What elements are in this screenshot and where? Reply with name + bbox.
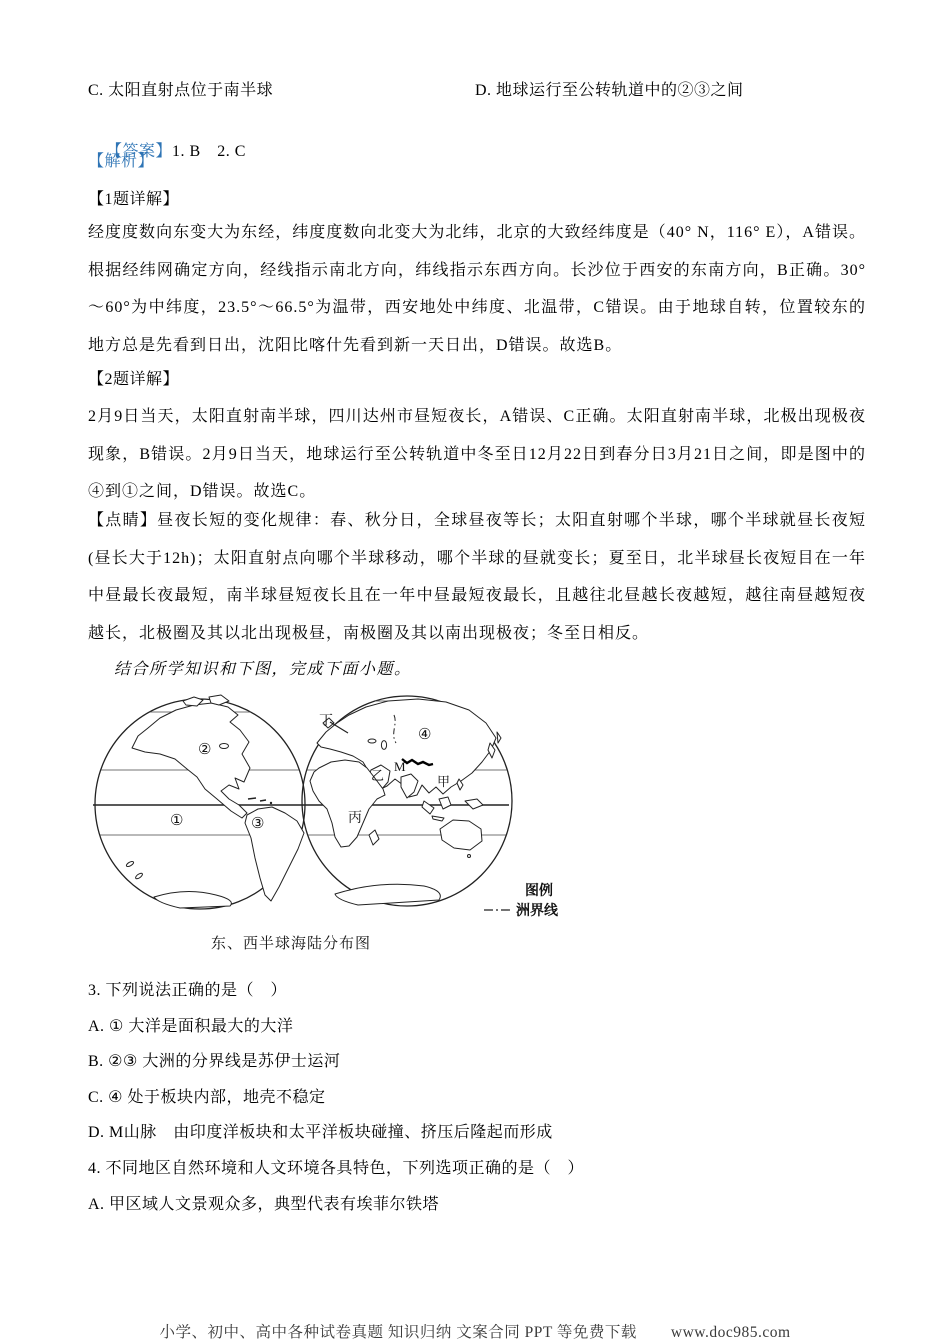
explain1-body: 经度度数向东变大为东经，纬度度数向北变大为北纬，北京的大致经纬度是（40° N，116° E），A错误。根据经纬网确定方向，经线指示南北方向，纬线指示东西方向。长沙位于西安的东南方向，B正确。30°～60°为中纬度，23.5°～66.5°为温带，西安地处中纬度、北温带，C错误。由于地球自转，位置较东的地方总是先看到日出，沈阳比喀什先看到新一天日出，D错误。故选B。 bbox=[88, 224, 866, 354]
option-d-text: D. 地球运行至公转轨道中的②③之间 bbox=[475, 82, 744, 99]
map-label-jia: 甲 bbox=[437, 774, 451, 789]
borneo bbox=[439, 797, 451, 809]
tasmania bbox=[468, 855, 471, 858]
explain2-header: 【2题详解】 bbox=[88, 371, 180, 388]
explain1-header: 【1题详解】 bbox=[88, 191, 180, 208]
caribbean-island-1 bbox=[248, 798, 256, 799]
question-options-row bbox=[88, 80, 866, 102]
footer-url: www.doc985.com bbox=[670, 1324, 791, 1341]
analysis-label: 【解析】 bbox=[88, 153, 155, 170]
answer-label: 【答案】 bbox=[106, 143, 173, 160]
footer-text: 小学、初中、高中各种试卷真题 知识归纳 文案合同 PPT 等免费下载 bbox=[159, 1324, 637, 1341]
answer-value: 1. B 2. C bbox=[172, 143, 246, 160]
new-guinea bbox=[465, 799, 483, 809]
pacific-island-2 bbox=[135, 872, 144, 880]
map-label-yi: 乙 bbox=[371, 768, 385, 783]
antarctica-east bbox=[335, 884, 440, 905]
q3-option-d: D. M山脉 由印度洋板块和太平洋板块碰撞、挤压后隆起而形成 bbox=[88, 1124, 553, 1141]
map-label-m: M bbox=[394, 759, 406, 774]
map-label-bing: 丙 bbox=[348, 811, 362, 826]
black-sea bbox=[368, 739, 376, 743]
antarctica-west bbox=[154, 891, 231, 908]
q4-option-a: A. 甲区域人文景观众多，典型代表有埃菲尔铁塔 bbox=[88, 1196, 440, 1213]
map-label-1: ① bbox=[170, 813, 184, 829]
pacific-island-1 bbox=[126, 860, 135, 867]
map-label-4: ④ bbox=[418, 727, 432, 743]
greenland bbox=[209, 695, 229, 705]
hemisphere-map-figure bbox=[88, 688, 588, 960]
map-label-3: ③ bbox=[251, 816, 265, 832]
explain2-body: 2月9日当天，太阳直射南半球，四川达州市昼短夜长，A错误、C正确。太阳直射南半球，北极出现极夜现象，B错误。2月9日当天，地球运行至公转轨道中冬至日12月22日到春分日3月21日之间，即是图中的④到①之间，D错误。故选C。 bbox=[88, 408, 866, 501]
map-label-2: ② bbox=[198, 742, 212, 758]
tips-paragraph: 【点睛】昼夜长短的变化规律：春、秋分日，全球昼夜等长；太阳直射哪个半球，哪个半球就昼长夜短(昼长大于12h)；太阳直射点向哪个半球移动，哪个半球的昼就变长；夏至日，北半球昼长夜短目在一年中昼最长夜最短，南半球昼短夜长且在一年中昼最短夜最长，且越往北昼越长夜越短，越往南昼越短夜越长，北极圈及其以北出现极昼，南极圈及其以南出现极夜；冬至日相反。 bbox=[88, 512, 866, 642]
map-caption: 东、西半球海陆分布图 bbox=[210, 936, 372, 952]
caribbean-island-3 bbox=[270, 802, 272, 804]
map-label-ding: 丁 bbox=[319, 714, 333, 729]
q4-stem: 4. 不同地区自然环境和人文环境各具特色，下列选项正确的是（ ） bbox=[88, 1160, 585, 1177]
q3-option-b: B. ②③ 大洲的分界线是苏伊士运河 bbox=[88, 1053, 341, 1070]
hemisphere-map bbox=[88, 688, 588, 960]
legend-title: 图例 bbox=[525, 884, 553, 899]
madagascar bbox=[369, 830, 379, 845]
q3-option-a: A. ① 大洋是面积最大的大洋 bbox=[88, 1018, 294, 1035]
q3-option-c: C. ④ 处于板块内部，地壳不稳定 bbox=[88, 1089, 326, 1106]
caribbean-island-2 bbox=[260, 800, 266, 801]
page-footer bbox=[0, 1320, 950, 1342]
legend-item-label: 洲界线 bbox=[516, 904, 558, 919]
australia bbox=[440, 820, 482, 850]
caspian-sea bbox=[381, 741, 386, 750]
north-america bbox=[132, 703, 250, 818]
java bbox=[432, 816, 444, 821]
sumatra bbox=[422, 801, 434, 814]
small-island-west bbox=[220, 744, 229, 749]
q3-stem: 3. 下列说法正确的是（ ） bbox=[88, 982, 288, 999]
intro-sentence: 结合所学知识和下图，完成下面小题。 bbox=[114, 661, 412, 678]
option-c-text: C. 太阳直射点位于南半球 bbox=[88, 82, 274, 99]
